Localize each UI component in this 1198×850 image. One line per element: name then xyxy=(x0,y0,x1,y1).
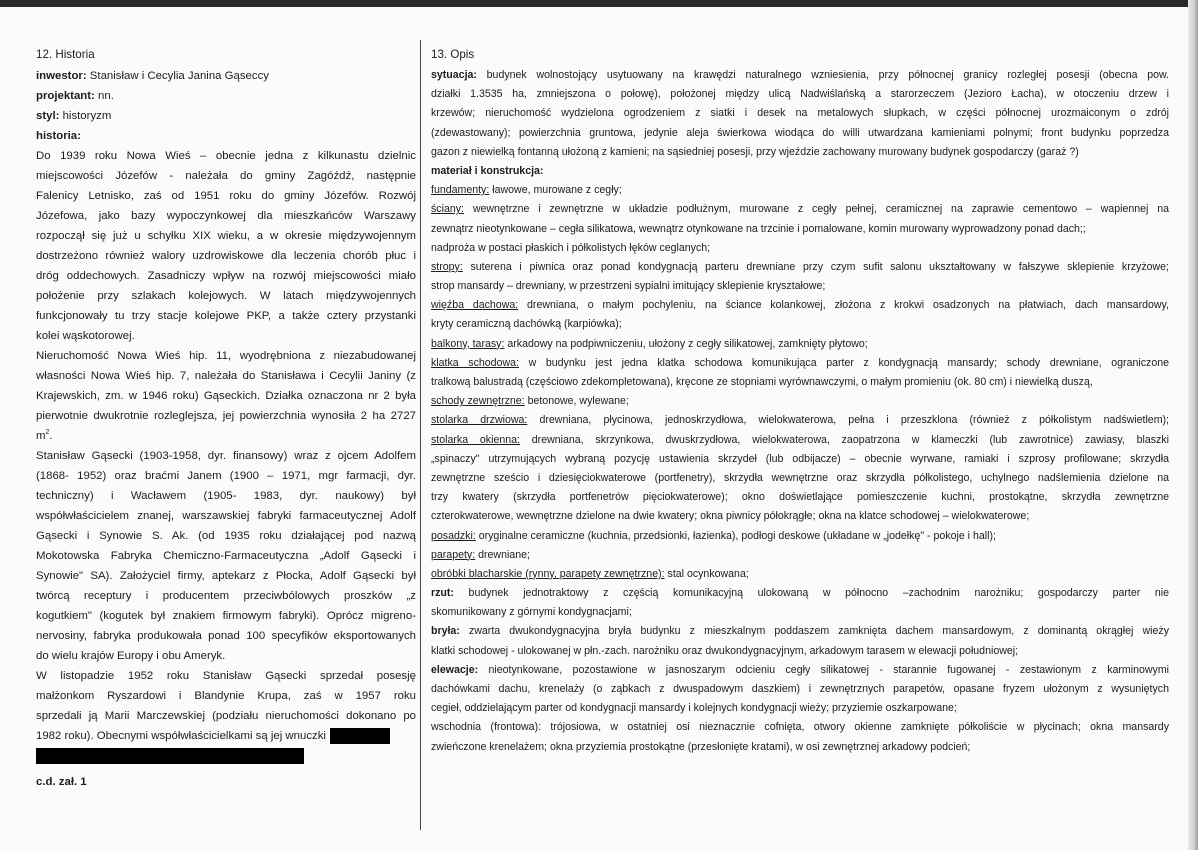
redaction-bar xyxy=(330,728,390,744)
section-title-description: 13. Opis xyxy=(431,48,475,61)
description-line: gazon z niewielką fontanną ułożoną z kamieni; na sąsiedniej posesji, przy wjeździe zachowany murowany budynek gospodarczy (garaż ?) xyxy=(431,145,1079,158)
description-line xyxy=(431,162,1169,181)
history-line: nervosiny, fabryka produkowała ponad 100 specyfików eksportowanych xyxy=(36,630,416,642)
underlined-label: stropy: xyxy=(431,260,463,273)
description-line: schody zewnętrzne: betonowe, wylewane; xyxy=(431,395,629,408)
history-line: Synowie" SA). Założyciel firmy, aptekarz z Płocka, Adolf Gąsecki był xyxy=(36,570,416,582)
bold-label: sytuacja: xyxy=(431,69,477,81)
description-line: nadproża w postaci płaskich i półkolistych łęków ceglanych; xyxy=(431,241,711,254)
bold-label: rzut: xyxy=(431,587,454,600)
description-line: trzy kwatery (skrzydła portfenetrów pięciokwaterowe); okno doświetlające pomieszczenie kuchni, prostokątne, skrzydła zewnętrzne xyxy=(431,491,1169,504)
history-line: $m^2$. xyxy=(36,429,53,442)
history-line: własności Nowa Wieś hip. 7, należała do Stanisława i Cecylii Janiny (z xyxy=(36,370,416,382)
description-line: „spinaczy" utrzymujących wybraną pozycję ustawienia skrzydeł (lub odbijacze) – obecnie wyrwane, ramiaki i szprosy profilowane; skrzydła xyxy=(431,452,1169,465)
history-line: Józefowa, jako bazy wypoczynkowej dla mieszkańców Warszawy xyxy=(36,210,416,222)
continuation-note: c.d. zał. 1 xyxy=(36,776,87,788)
designer-line xyxy=(36,86,416,106)
description-line: cegieł, oddzielającym parter od kondygnacji mansardy i kolejnych kondygnacji wieży; przyziemie oszkarpowane; xyxy=(431,702,957,715)
underlined-label: obróbki blacharskie (rynny, parapety zewnętrzne): xyxy=(431,567,665,580)
style-label: styl: xyxy=(36,110,60,122)
underlined-label: klatka schodowa: xyxy=(431,356,519,369)
description-line: kryty ceramiczną dachówką (karpiówka); xyxy=(431,318,622,331)
description-line: klatka schodowa: w budynku jest jedna klatka schodowa komunikująca parter z kondygnacją mansardy; schody drewniane, ograniczone xyxy=(431,356,1169,369)
style-line xyxy=(36,106,416,126)
history-column xyxy=(36,44,416,792)
history-line: Do 1939 roku Nowa Wieś – obecnie jedna z kilkunastu dzielnic xyxy=(36,150,416,162)
history-line: sprzedali ją Marii Marczewskiej (podziału nieruchomości dokonano po xyxy=(36,710,416,722)
history-line: Stanisław Gąsecki (1903-1958, dyr. finansowy) wraz z ojcem Adolfem xyxy=(36,450,416,462)
description-line: fundamenty: ławowe, murowane z cegły; xyxy=(431,184,622,197)
history-line: pierwotnie dwukrotnie rozleglejsza, jej powierzchnia wynosiła 2 ha 2727 xyxy=(36,410,416,422)
history-text xyxy=(36,146,416,746)
bold-label: elewacje: xyxy=(431,663,479,676)
description-line: balkony, tarasy: arkadowy na podpiwniczeniu, ułożony z cegły silikatowej, zamknięty płytowo; xyxy=(431,337,868,350)
description-text xyxy=(431,66,1169,757)
underlined-label: ściany: xyxy=(431,203,464,216)
description-line: dachówkami dachu, krenelaży (o ząbkach z dwuspadowym daszkiem) i zewnętrznych parapetów, opasane fryzem ułożonym z wysuniętych xyxy=(431,683,1169,695)
history-line: Mokotowska Fabryka Chemiczno-Farmaceutyczna „Adolf Gąsecki i xyxy=(36,550,416,562)
history-line: W listopadzie 1952 roku Stanisław Gąsecki sprzedał posesję xyxy=(36,670,416,682)
description-line: bryła: zwarta dwukondygnacyjna bryła budynku z mieszkalnym poddaszem zamknięta dachem mansardowym, z dominantą okrągłej wieży xyxy=(431,625,1169,638)
history-line: Nieruchomość Nowa Wieś hip. 11, wyodrębniona z niezabudowanej xyxy=(36,350,416,362)
investor-label: inwestor: xyxy=(36,70,87,82)
underlined-label: stolarka okienna: xyxy=(431,433,520,446)
history-line: położenie przy szlakach kolejowych. W latach międzywojennych xyxy=(36,290,416,302)
history-line: do wielu krajów Europy i obu Ameryk. xyxy=(36,650,226,662)
underlined-label: więźba dachowa: xyxy=(431,299,519,312)
underlined-label: fundamenty: xyxy=(431,184,490,197)
bold-label: materiał i konstrukcja: xyxy=(431,164,544,177)
description-line: tralkową balustradą (częściowo zdekompletowana), kręcone ze stopniami wyrównawczymi, o małym promieniu (ok. 80 cm) i niewielką duszą, xyxy=(431,376,1093,388)
description-line: czterokwaterowe, wewnętrzne dzielone na dwie kwatery; okna piwnicy półokrągłe; okna na klatce schodowej – wielokwaterowe; xyxy=(431,510,1030,523)
description-line: krzewów; nieruchomość wydzielona ogrodzeniem z siatki i desek na metalowych słupkach, w części północnej urozmaiconym o zdrój xyxy=(431,107,1169,120)
description-line: stolarka drzwiowa: drewniana, płycinowa, jednoskrzydłowa, wielokwaterowa, pełna i przeszklona (również z półkolistym nadświetlem); xyxy=(431,414,1169,427)
style-value: historyzm xyxy=(59,110,112,122)
description-line: klatki schodowej - ulokowanej w płn.-zach. narożniku oraz dwukondygnacyjnym, arkadowym tarasem w elewacji południowej; xyxy=(431,644,1019,657)
investor-value: Stanisław i Cecylia Janina Gąseccy xyxy=(86,70,269,82)
description-line: sytuacja: budynek wolnostojący usytuowany na krawędzi naturalnego wzniesienia, przy północnej granicy rozległej posesji (obecna pow. xyxy=(431,69,1169,81)
redacted-line xyxy=(36,746,416,766)
history-line: dostrzeżono również walory uzdrowiskowe dla leczenia chorób płuc i xyxy=(36,250,416,262)
description-line: działki 1.3535 ha, zmniejszona o połowę), położonej między ulicą Nadwiślańską a starorzeczem (Jezioro Łacha), w otoczeniu drzew i xyxy=(431,88,1169,101)
history-line: Gąsecki i Synowie S. Ak. (od 1935 roku działającej pod nazwą xyxy=(36,530,416,542)
investor-line xyxy=(36,66,416,86)
history-line: techniczny) i Wacławem (1905- 1983, dyr. naukowy) był xyxy=(36,490,416,502)
description-line: stropy: suterena i piwnica oraz ponad kondygnacją parteru drewniane przy czym sufit salonu ukształtowany w fałszywe sklepienie krzyżowe; xyxy=(431,260,1169,273)
description-line: ściany: wewnętrzne i zewnętrzne w układzie podłużnym, murowane z cegły pełnej, ceramicznej na zaprawie cementowo – wapiennej na xyxy=(431,203,1169,216)
history-line: miejscowości Józefów - należała do gminy Zagóźdź, następnie xyxy=(36,170,416,182)
history-line: rozpoczął się już u schyłku XIX wieku, a w okresie międzywojennym xyxy=(36,230,416,242)
description-line: obróbki blacharskie (rynny, parapety zewnętrzne): stal ocynkowana; xyxy=(431,567,749,580)
section-title-history: 12. Historia xyxy=(36,48,95,61)
description-line: zewnątrz nieotynkowane – cegła silikatowa, wewnątrz otynkowane na trzcinie i pomalowane, komin murowany wyprowadzony ponad dach;; xyxy=(431,222,1086,235)
underlined-label: posadzki: xyxy=(431,529,476,542)
description-line: strop mansardy – drewniany, w przestrzeni sypialni imitujący sklepienie kryształowe; xyxy=(431,280,826,293)
description-line: więźba dachowa: drewniana, o małym pochyleniu, na ściance kolankowej, złożona z krokwi osadzonych na płatwiach, dach mansardowy, xyxy=(431,299,1169,312)
history-line: kolei wąskotorowej. xyxy=(36,330,135,342)
history-line: (1868- 1952) oraz braćmi Janem (1900 – 1971, mgr farmacji, dyr. xyxy=(36,470,416,482)
description-column xyxy=(431,44,1169,757)
description-line: rzut: budynek jednotraktowy z częścią komunikacyjną ulokowaną w północno –zachodnim narożniku; gospodarczy parter nie xyxy=(431,587,1169,600)
designer-value: nn. xyxy=(94,90,114,102)
history-line: Krajewskich, zm. w 1946 roku) Gąseckich. Działka oznaczona nr 2 była xyxy=(36,390,416,402)
scan-edge-top xyxy=(0,0,1198,7)
history-line: twórcą receptury i producentem przeciwbólowych proszków „z xyxy=(36,590,416,602)
scan-edge-right xyxy=(1188,0,1198,850)
designer-label: projektant: xyxy=(36,90,95,102)
history-line: Falenicy Letnisko, zaś od 1951 roku do gminy Józefów. Rozwój xyxy=(36,190,416,202)
underlined-label: parapety: xyxy=(431,548,476,561)
bold-label: bryła: xyxy=(431,625,460,638)
history-line: funkcjonowały tu trzy stacje kolejowe PKP, a także cztery przystanki xyxy=(36,310,416,322)
description-line: zwieńczone krenelażem; okna przyziemia prostokątne (przesłonięte kratami), w osi zewnętrznej arkadowy podcień; xyxy=(431,740,971,753)
column-divider xyxy=(420,40,421,830)
history-line: współwłaścicielem znanej, warszawskiej fabryki farmaceutycznej Adolf xyxy=(36,510,416,522)
history-line: dróg oddechowych. Zasadniczy wpływ na rozwój miejscowości miało xyxy=(36,270,416,282)
description-line: zewnętrzne sześcio i dziesięciokwaterowe (portfenetry), skrzydła wewnętrzne oraz skrzydła półkolistego, uchylnego nadślemienia dzielone na xyxy=(431,471,1169,484)
superscript: 2 xyxy=(45,429,50,437)
description-line: posadzki: oryginalne ceramiczne (kuchnia, przedsionki, łazienka), podłogi deskowe (układane w „jodełkę" - pokoje i hall); xyxy=(431,529,996,542)
description-line: elewacje: nieotynkowane, pozostawione w jasnoszarym odcieniu cegły silikatowej - starannie fugowanej - zestawionym z karminowymi xyxy=(431,663,1169,676)
description-line: parapety: drewniane; xyxy=(431,548,530,561)
underlined-label: stolarka drzwiowa: xyxy=(431,414,528,427)
redaction-bar xyxy=(36,748,304,764)
history-line: 1982 roku). Obecnymi współwłaścicielkami są jej wnuczki xyxy=(36,726,416,746)
history-label: historia: xyxy=(36,130,81,142)
underlined-label: schody zewnętrzne: xyxy=(431,395,525,408)
history-line: kogutkiem" (kogutek był znakiem firmowym fabryki). Oprócz migreno- xyxy=(36,610,416,622)
description-line: stolarka okienna: drewniana, skrzynkowa, dwuskrzydłowa, wielokwaterowa, zaopatrzona w klameczki (lub zawrotnice) zawiasy, blaszki xyxy=(431,433,1170,446)
history-line: małżonkom Ryszardowi i Blandynie Krupa, zaś w 1957 roku xyxy=(36,690,416,702)
description-line: (zdewastowany); powierzchnia gruntowa, jedynie aleja świerkowa wiodąca do willi utwardzana kamieniami polnymi; front budynku poprzedza xyxy=(431,126,1169,139)
description-line: wschodnia (frontowa): trójosiowa, w ostatniej osi nieznacznie cofnięta, otwory okienne zamknięte półkoliście w płycinach; okna mansardy xyxy=(431,721,1169,734)
description-line: skomunikowany z górnymi kondygnacjami; xyxy=(431,606,632,619)
underlined-label: balkony, tarasy: xyxy=(431,337,505,350)
